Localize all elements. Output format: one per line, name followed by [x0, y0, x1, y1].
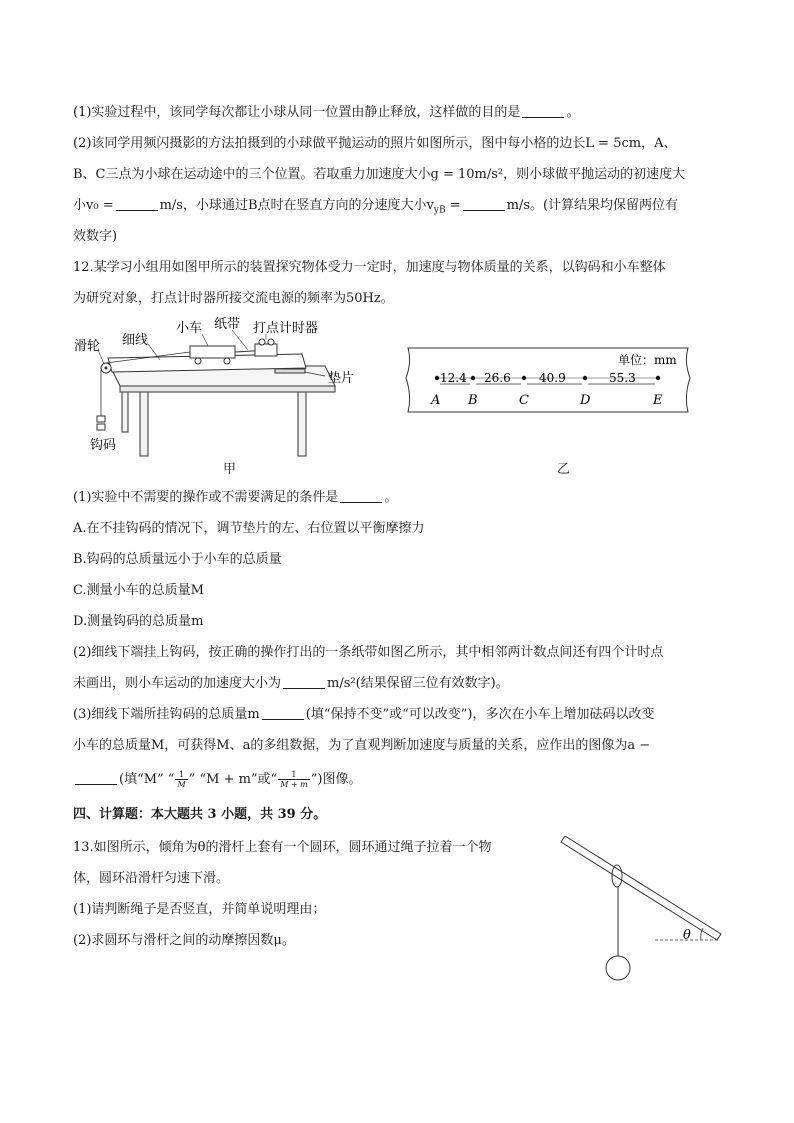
- segment-AB: 12.4: [440, 371, 467, 385]
- q13-line1: 13.如图所示，倾角为θ的滑杆上套有一个圆环，圆环通过绳子拉着一个物: [73, 840, 492, 855]
- answer-blank[interactable]: [262, 705, 304, 720]
- option-B: B.钩码的总质量远小于小车的总质量: [73, 552, 282, 567]
- label-pad: 垫片: [328, 371, 355, 386]
- option-D: D.测量钩码的总质量m: [73, 614, 204, 629]
- point-A: A: [431, 393, 441, 408]
- segment-BC: 26.6: [484, 371, 511, 385]
- label-cart: 小车: [176, 321, 203, 336]
- option-A: A.在不挂钩码的情况下，调节垫片的左、右位置以平衡摩擦力: [73, 521, 425, 536]
- q13-line2: 体，圆环沿滑杆匀速下滑。: [73, 871, 230, 886]
- segment-DE: 55.3: [609, 371, 636, 385]
- point-E: E: [653, 393, 663, 408]
- q11-part2-line4: 效数字): [73, 229, 118, 244]
- option-C: C.测量小车的总质量M: [73, 583, 204, 598]
- answer-blank[interactable]: [522, 103, 564, 118]
- q11-part1: (1)实验过程中，该同学每次都让小球从同一位置由静止释放，这样做的目的是 。: [73, 105, 580, 120]
- q12-sub3-line1: (3)细线下端所挂钩码的总质量m (填“保持不变”或“可以改变”)，多次在小车上增加砝码以改变: [73, 707, 655, 722]
- q13-sub2: (2)求圆环与滑杆之间的动摩擦因数μ。: [73, 933, 295, 948]
- q11-part2-line1: (2)该同学用频闪摄影的方法拍摄到的小球做平抛运动的照片如图所示，图中每小格的边长L = 5cm，A、: [73, 136, 677, 151]
- section-heading: 四、计算题：本大题共 3 小题，共 39 分。: [73, 807, 327, 822]
- answer-blank[interactable]: [75, 770, 117, 785]
- fraction-1-over-M: $\frac{1}{M}$: [177, 770, 186, 789]
- answer-blank[interactable]: [116, 196, 158, 211]
- answer-blank[interactable]: [340, 488, 382, 503]
- q12-sub3-line2: 小车的总质量M，可获得M、a的多组数据，为了直观判断加速度与质量的关系，应作出的图像为a −: [73, 738, 651, 753]
- q11-part1-text: (1)实验过程中，该同学每次都让小球从同一位置由静止释放，这样做的目的是: [73, 105, 521, 120]
- answer-blank[interactable]: [283, 674, 325, 689]
- figure-apparatus: [70, 316, 370, 466]
- q12-sub3-line3: (填“M” “ $\frac{1}{M}$ ” “M + m”或“ $\frac{1}{M + m}$ ”)图像。: [73, 770, 361, 790]
- point-C: C: [519, 393, 529, 408]
- label-pulley: 滑轮: [74, 339, 101, 354]
- q11-part2-line3: 小v₀ = m/s，小球通过B点时在竖直方向的分速度大小$v_{yB} = m/s$。(计算结果均保留两位有: [73, 198, 679, 216]
- point-D: D: [580, 393, 591, 408]
- answer-blank[interactable]: [463, 196, 505, 211]
- label-weight: 钩码: [90, 438, 117, 453]
- q12-sub2-line1: (2)细线下端挂上钩码，按正确的操作打出的一条纸带如图乙所示，其中相邻两计数点间还有四个计时点: [73, 645, 664, 660]
- point-B: B: [468, 393, 478, 408]
- q12-sub2-line2: 未画出，则小车运动的加速度大小为 m/s²(结果保留三位有效数字)。: [73, 676, 509, 691]
- q12-sub1: (1)实验中不需要的操作或不需要满足的条件是 。: [73, 490, 398, 505]
- figure-paper-tape: [400, 344, 700, 416]
- figure-jia-caption: 甲: [223, 462, 237, 477]
- fraction-1-over-M-plus-m: $\frac{1}{M + m}$: [280, 770, 308, 789]
- figure-inclined-rod: [555, 836, 730, 986]
- q11-part2-line2: B、C三点为小球在运动途中的三个位置。若取重力加速度大小g = 10m/s²，则小球做平抛运动的初速度大: [73, 167, 686, 182]
- label-tape: 纸带: [214, 317, 241, 332]
- angle-theta: θ: [683, 928, 691, 943]
- figure-yi-caption: 乙: [557, 462, 571, 477]
- q13-sub1: (1)请判断绳子是否竖直，并简单说明理由；: [73, 902, 326, 917]
- tape-unit: 单位：mm: [618, 353, 677, 367]
- label-string: 细线: [122, 333, 149, 348]
- q12-intro-line1: 12.某学习小组用如图甲所示的装置探究物体受力一定时，加速度与物体质量的关系，以钩码和小车整体: [73, 260, 666, 275]
- q12-intro-line2: 为研究对象，打点计时器所接交流电源的频率为50Hz。: [73, 291, 394, 306]
- segment-CD: 40.9: [539, 371, 566, 385]
- label-timer: 打点计时器: [253, 321, 319, 336]
